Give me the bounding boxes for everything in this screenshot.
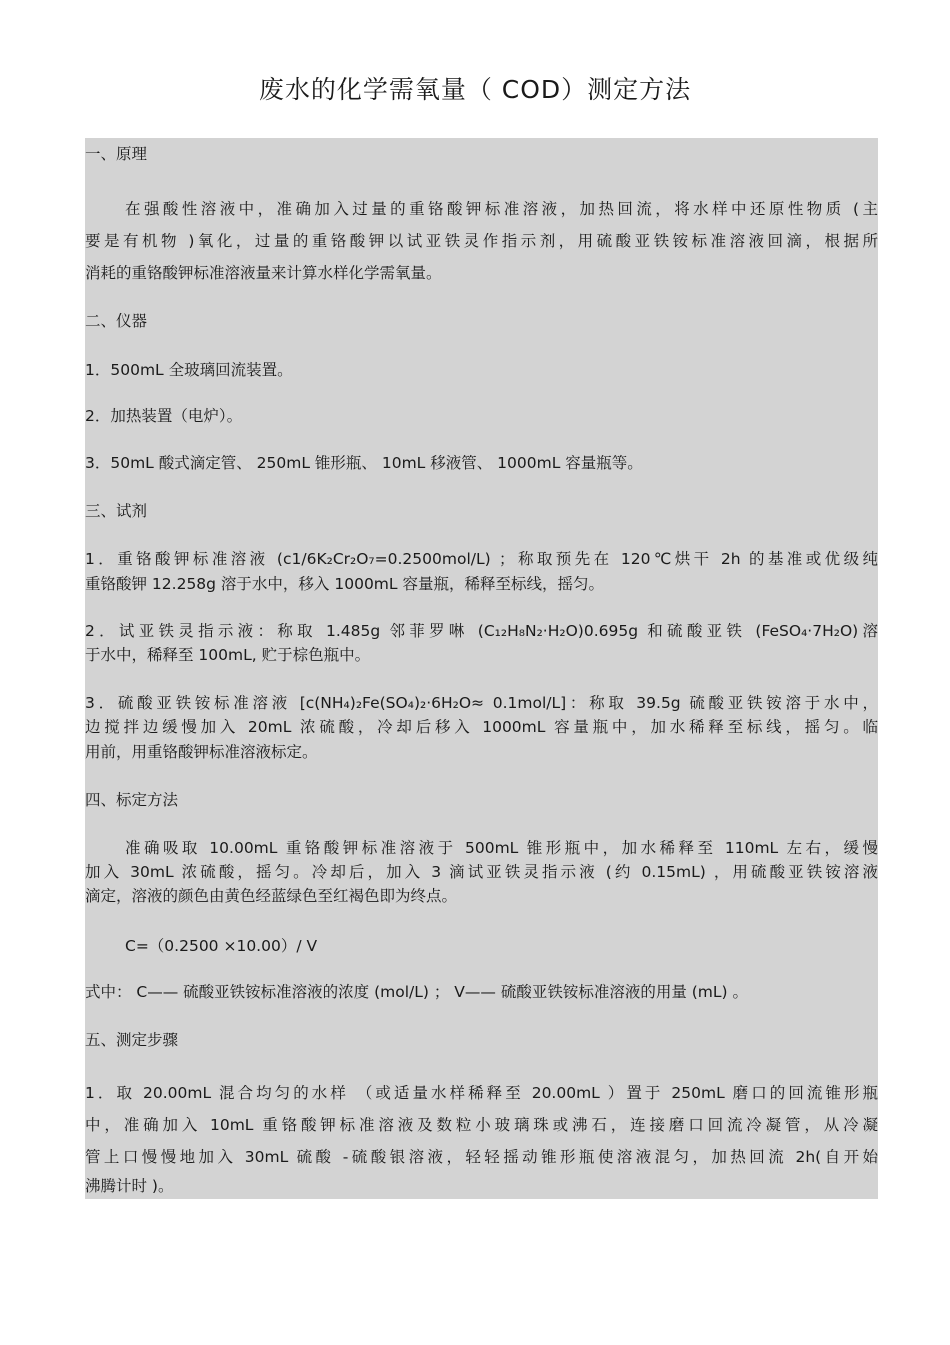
section-heading-principle: 一、原理 (85, 145, 148, 163)
paragraph-line: 在强酸性溶液中，准确加入过量的重铬酸钾标准溶液，加热回流，将水样中还原性物质 (主 (125, 200, 878, 218)
formula: C=（0.2500 ×10.00）/ V (125, 937, 318, 955)
list-item: 管上口慢慢地加入 30mL 硫酸 -硫酸银溶液，轻轻摇动锥形瓶使溶液混匀，加热回流 2h(自开始 (85, 1148, 878, 1166)
list-item: 用前，用重铬酸钾标准溶液标定。 (85, 743, 318, 761)
list-item: 2．加热装置（电炉）。 (85, 407, 243, 425)
list-item: 沸腾计时 )。 (85, 1177, 174, 1195)
list-item: 于水中，稀释至 100mL, 贮于棕色瓶中。 (85, 646, 371, 664)
list-item: 中，准确加入 10mL 重铬酸钾标准溶液及数粒小玻璃珠或沸石，连接磨口回流冷凝管，从冷凝 (85, 1116, 878, 1134)
list-item: 1．重铬酸钾标准溶液 (c1/6K₂Cr₂O₇=0.2500mol/L) ；称取预先在 120℃烘干 2h 的基准或优级纯 (85, 550, 878, 568)
paragraph-line: 滴定，溶液的颜色由黄色经蓝绿色至红褐色即为终点。 (85, 887, 458, 905)
paragraph-line: 消耗的重铬酸钾标准溶液量来计算水样化学需氧量。 (85, 264, 442, 282)
paragraph-line: 要是有机物 )氧化，过量的重铬酸钾以试亚铁灵作指示剂，用硫酸亚铁铵标准溶液回滴，根据所 (85, 232, 878, 250)
paragraph-line: 加入 30mL 浓硫酸，摇匀。冷却后，加入 3 滴试亚铁灵指示液 (约 0.15mL) ，用硫酸亚铁铵溶液 (85, 863, 878, 881)
paragraph-line: 准确吸取 10.00mL 重铬酸钾标准溶液于 500mL 锥形瓶中，加水稀释至 110mL 左右，缓慢 (125, 839, 878, 857)
list-item: 3．硫酸亚铁铵标准溶液 [c(NH₄)₂Fe(SO₄)₂·6H₂O≈ 0.1mol/L]：称取 39.5g 硫酸亚铁铵溶于水中， (85, 694, 878, 712)
list-item: 1．取 20.00mL 混合均匀的水样 （或适量水样稀释至 20.00mL ）置于 250mL 磨口的回流锥形瓶 (85, 1084, 878, 1102)
list-item: 1．500mL 全玻璃回流装置。 (85, 361, 293, 379)
document-title: 废水的化学需氧量（ COD）测定方法 (258, 75, 692, 104)
section-heading-reagents: 三、试剂 (85, 502, 148, 520)
section-heading-procedure: 五、测定步骤 (85, 1031, 179, 1049)
list-item: 重铬酸钾 12.258g 溶于水中，移入 1000mL 容量瓶，稀释至标线，摇匀。 (85, 575, 604, 593)
section-heading-instruments: 二、仪器 (85, 312, 148, 330)
list-item: 边搅拌边缓慢加入 20mL 浓硫酸，冷却后移入 1000mL 容量瓶中，加水稀释至标线，摇匀。临 (85, 718, 878, 736)
document-body (85, 138, 878, 1199)
section-heading-calibration: 四、标定方法 (85, 791, 179, 809)
list-item: 3．50mL 酸式滴定管、 250mL 锥形瓶、 10mL 移液管、 1000mL 容量瓶等。 (85, 454, 643, 472)
list-item: 2．试亚铁灵指示液：称取 1.485g 邻菲罗啉 (C₁₂H₈N₂·H₂O)0.695g 和硫酸亚铁 (FeSO₄·7H₂O)溶 (85, 622, 878, 640)
formula-note: 式中： C—— 硫酸亚铁铵标准溶液的浓度 (mol/L) ； V—— 硫酸亚铁铵标准溶液的用量 (mL) 。 (85, 983, 749, 1001)
